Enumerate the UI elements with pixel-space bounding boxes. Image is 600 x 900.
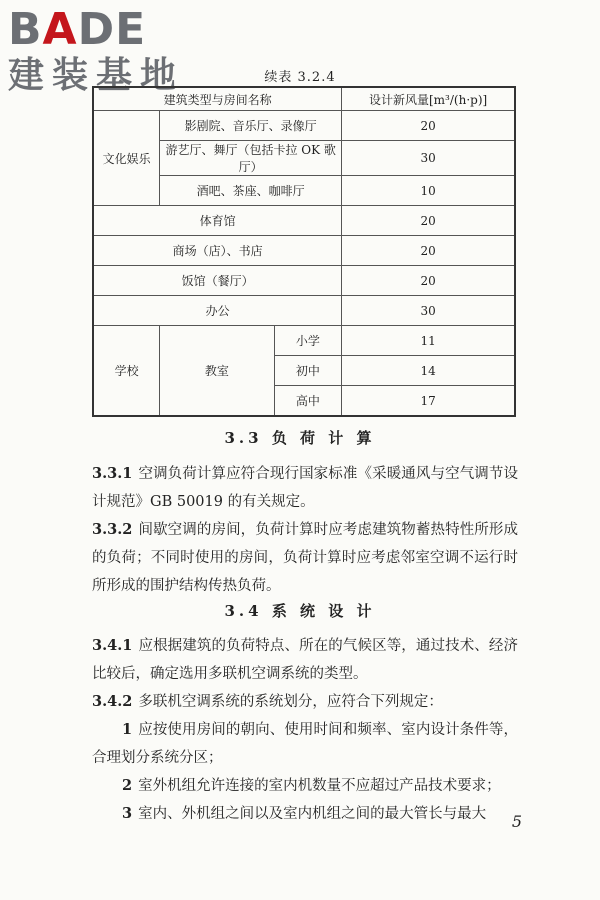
row-value: 20 — [342, 236, 515, 266]
fresh-air-table — [92, 86, 516, 417]
row-name: 饭馆（餐厅） — [93, 266, 342, 296]
row-value: 14 — [342, 356, 515, 386]
clause-3-3-2 — [92, 516, 518, 600]
logo-brand-accent: A — [42, 4, 78, 55]
logo-subtitle: 建装基地 — [8, 55, 185, 96]
row-value: 11 — [342, 326, 515, 356]
clause-item-1 — [92, 716, 518, 772]
clause-3-4-2 — [92, 688, 518, 716]
clause-text: 应根据建筑的负荷特点、所在的气候区等，通过技术、经济比较后，确定选用多联机空调系统的类型。 — [92, 638, 518, 682]
table-row — [93, 266, 515, 296]
row-value: 20 — [342, 206, 515, 236]
school-level: 初中 — [274, 356, 342, 386]
row-name: 影剧院、音乐厅、录像厅 — [160, 111, 342, 141]
clause-text: 间歇空调的房间，负荷计算时应考虑建筑物蓄热特性所形成的负荷；不同时使用的房间，负荷计算时应考虑邻室空调不运行时所形成的围护结构传热负荷。 — [92, 522, 518, 594]
item-text: 室内、外机组之间以及室内机组之间的最大管长与最大 — [138, 806, 487, 822]
clause-text: 多联机空调系统的系统划分，应符合下列规定： — [138, 694, 443, 710]
row-value: 10 — [342, 176, 515, 206]
section-3-3-title: 3.3 负 荷 计 算 — [224, 429, 376, 447]
table-row — [93, 206, 515, 236]
table-row — [93, 296, 515, 326]
clause-number: 3.4.2 — [92, 693, 133, 710]
table-caption: 续表 3.2.4 — [264, 70, 336, 85]
table-row — [93, 236, 515, 266]
header-type: 建筑类型与房间名称 — [93, 87, 342, 111]
row-value: 20 — [342, 111, 515, 141]
item-text: 室外机组允许连接的室内机数量不应超过产品技术要求； — [138, 778, 501, 794]
section-3-4-title: 3.4 系 统 设 计 — [224, 602, 376, 620]
school-level: 小学 — [274, 326, 342, 356]
group-school: 学校 — [93, 326, 160, 417]
clause-3-4-1 — [92, 632, 518, 688]
item-number: 2 — [122, 777, 133, 794]
group-culture: 文化娱乐 — [93, 111, 160, 206]
row-name: 办公 — [93, 296, 342, 326]
row-name: 体育馆 — [93, 206, 342, 236]
table-row — [93, 326, 515, 356]
row-name: 游艺厅、舞厅（包括卡拉 OK 歌厅） — [160, 141, 342, 176]
clause-number: 3.3.1 — [92, 465, 133, 482]
item-text: 应按使用房间的朝向、使用时间和频率、室内设计条件等，合理划分系统分区； — [92, 722, 518, 766]
page-number: 5 — [511, 812, 522, 831]
row-value: 30 — [342, 296, 515, 326]
logo-brand — [8, 6, 184, 54]
table-header-row — [93, 87, 515, 111]
item-number: 3 — [122, 805, 133, 822]
school-level: 高中 — [274, 386, 342, 417]
row-value: 17 — [342, 386, 515, 417]
clause-item-2 — [92, 772, 518, 800]
logo-brand-suffix: DE — [77, 4, 147, 55]
row-name: 酒吧、茶座、咖啡厅 — [160, 176, 342, 206]
clause-number: 3.4.1 — [92, 637, 133, 654]
clause-item-3 — [92, 800, 518, 828]
row-value: 30 — [342, 141, 515, 176]
item-number: 1 — [122, 721, 133, 738]
row-name: 商场（店）、书店 — [93, 236, 342, 266]
logo-brand-prefix: B — [8, 4, 43, 55]
table-row — [93, 111, 515, 141]
header-value: 设计新风量[m³/(h·p)] — [342, 87, 515, 111]
clause-3-3-1 — [92, 460, 518, 516]
school-room: 教室 — [160, 326, 274, 417]
row-value: 20 — [342, 266, 515, 296]
clause-text: 空调负荷计算应符合现行国家标准《采暖通风与空气调节设计规范》GB 50019 的有关规定。 — [92, 466, 518, 510]
clause-number: 3.3.2 — [92, 521, 133, 538]
